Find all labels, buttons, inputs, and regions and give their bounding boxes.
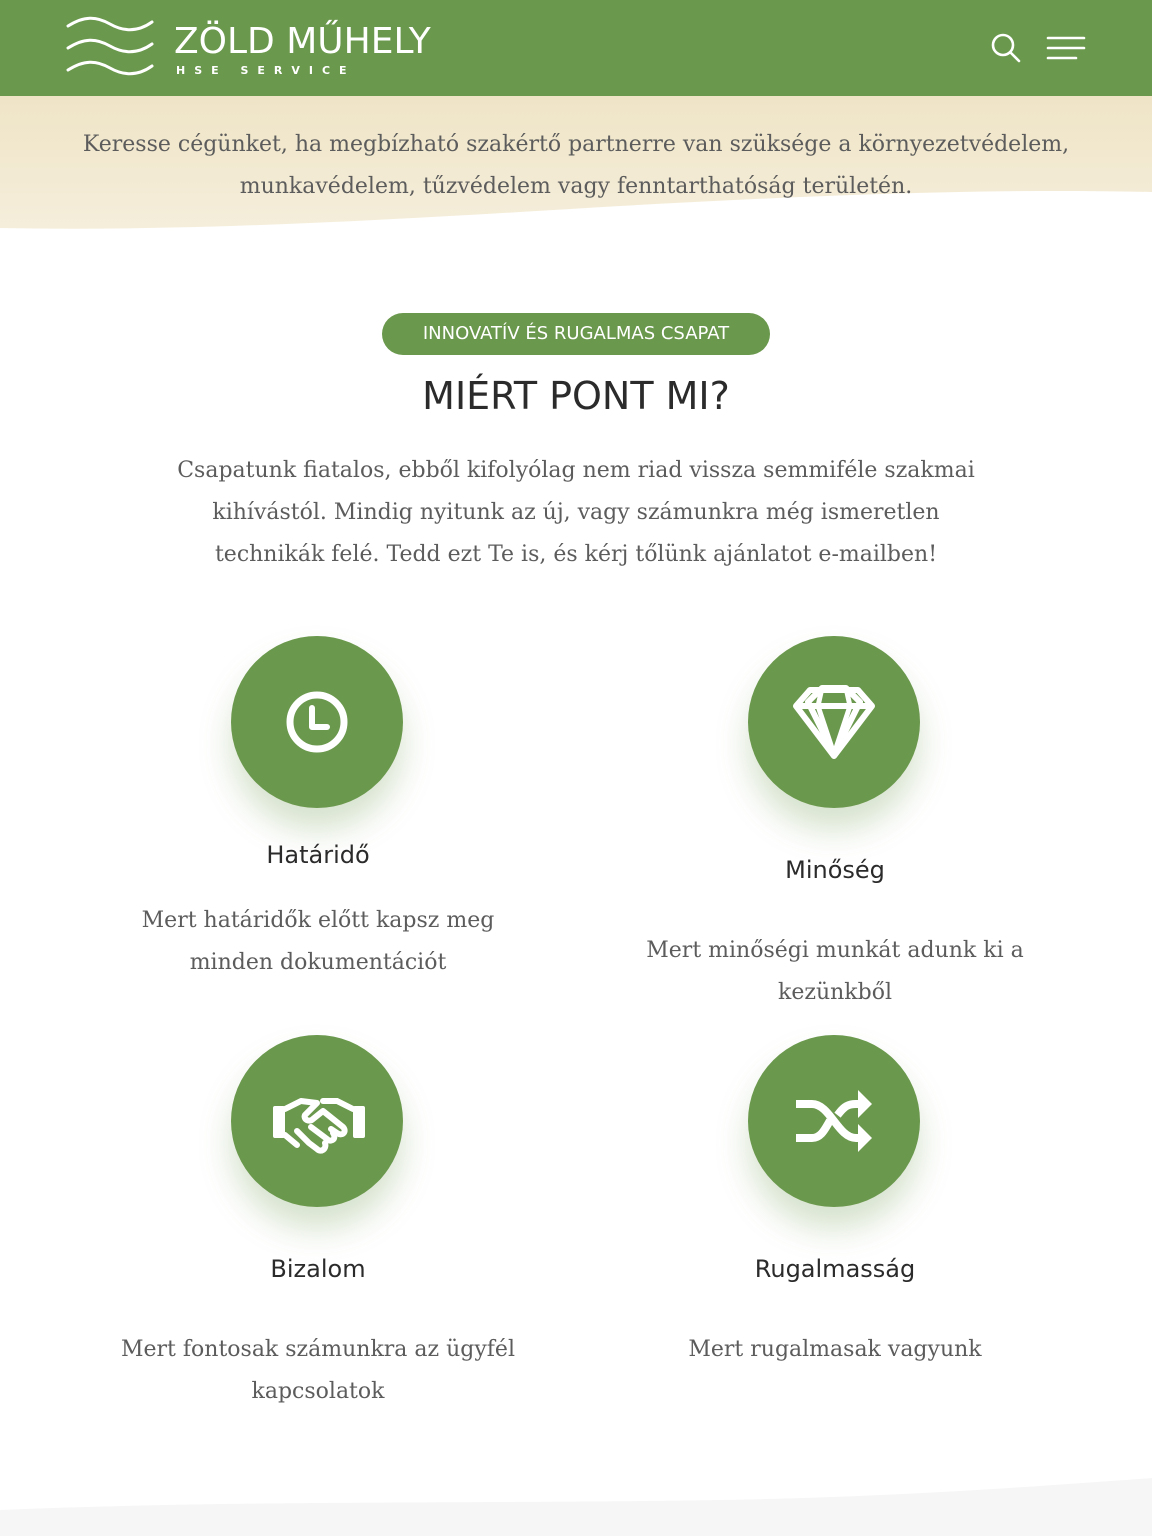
feature-text: Mert határidők előtt kapsz meg minden dokumentációt: [141, 908, 495, 975]
search-button[interactable]: [990, 32, 1022, 64]
feature-rugalmassag: [555, 1035, 1115, 1395]
feature-icon-circle: [748, 636, 920, 808]
search-icon: [990, 32, 1022, 64]
feature-bizalom: [38, 1035, 598, 1415]
hamburger-menu-icon: [1046, 34, 1086, 62]
feature-icon-circle: [748, 1035, 920, 1207]
feature-icon-circle: [231, 1035, 403, 1207]
section-title: MIÉRT PONT MI?: [422, 374, 730, 418]
section-lead: Csapatunk fiatalos, ebből kifolyólag nem riad vissza semmiféle szakmai kihívástól. Mindig nyitunk az új, vagy számunkra még ismeretlen technikák felé. Tedd ezt Te is, és kérj tőlünk ajánlatot e-mailben!: [177, 458, 975, 567]
feature-text: Mert fontosak számunkra az ügyfél kapcsolatok: [120, 1337, 515, 1404]
menu-button[interactable]: [1046, 34, 1086, 62]
intro-text: Keresse cégünket, ha megbízható szakértő partnerre van szüksége a környezetvédelem, munkavédelem, tűzvédelem vagy fenntarthatóság területén.: [82, 132, 1070, 199]
feature-text: Mert rugalmasak vagyunk: [688, 1337, 982, 1362]
feature-hatarido: [38, 636, 598, 996]
feature-text: Mert minőségi munkát adunk ki a kezünkből: [646, 938, 1024, 1005]
feature-title: Bizalom: [270, 1255, 366, 1283]
section-badge: INNOVATÍV ÉS RUGALMAS CSAPAT: [382, 313, 770, 355]
intro-band: [0, 96, 1152, 236]
handshake-icon: [231, 1035, 403, 1207]
feature-title: Minőség: [785, 856, 885, 884]
logo-subtitle: HSE SERVICE: [176, 64, 356, 77]
diamond-icon: [748, 636, 920, 808]
feature-minoseg: [555, 636, 1115, 1016]
shuffle-icon: [748, 1035, 920, 1207]
feature-title: Rugalmasság: [754, 1255, 916, 1283]
bottom-wave-divider: [0, 1470, 1152, 1536]
logo-title[interactable]: ZÖLD MŰHELY: [174, 21, 431, 62]
feature-title: Határidő: [266, 841, 370, 869]
site-header: [0, 0, 1152, 96]
feature-icon-circle: [231, 636, 403, 808]
clock-icon: [231, 636, 403, 808]
logo-waves-icon[interactable]: [66, 16, 154, 80]
